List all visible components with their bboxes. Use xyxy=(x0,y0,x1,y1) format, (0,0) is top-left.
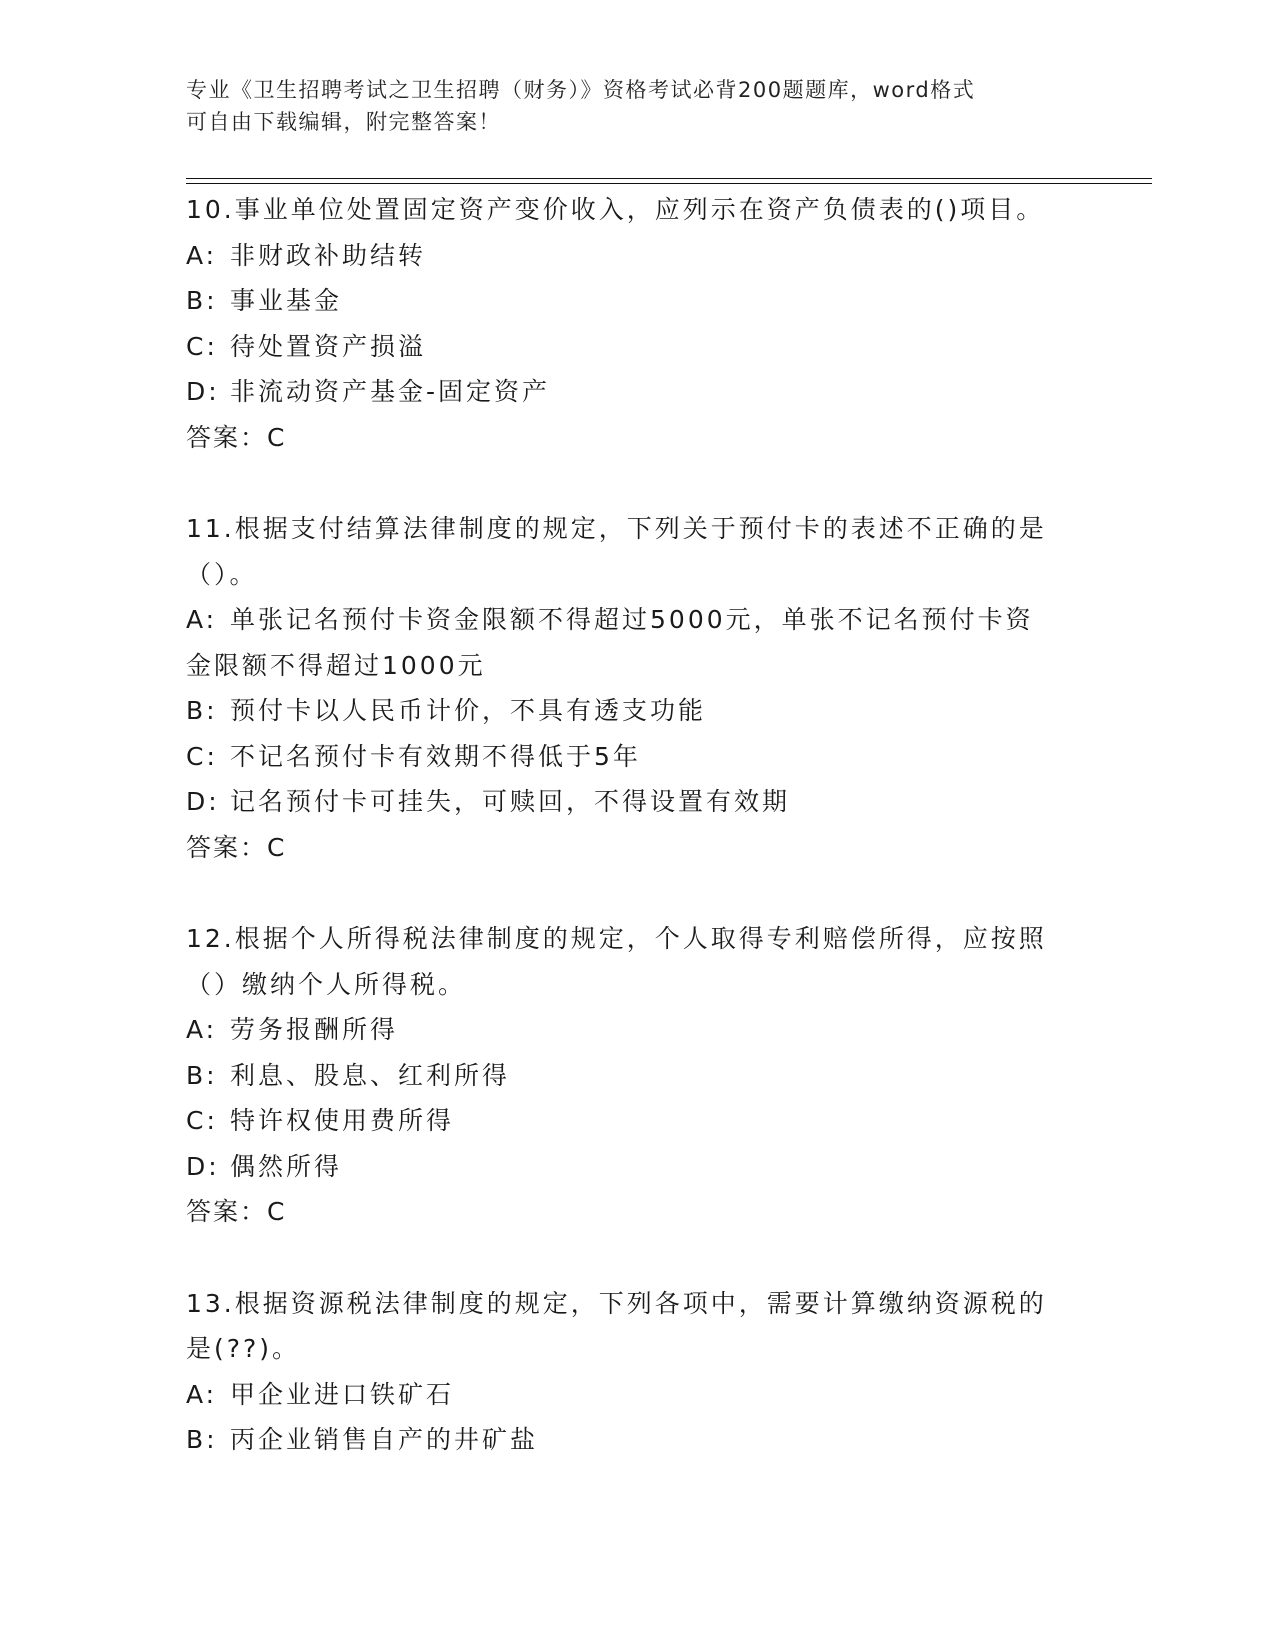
option-a-cont: 金限额不得超过1000元 xyxy=(186,650,486,680)
option-letter: A: xyxy=(186,240,218,270)
question-10 xyxy=(186,187,1086,460)
answer-line: 答案：C xyxy=(186,832,287,862)
option-b xyxy=(186,688,1086,734)
option-letter: C: xyxy=(186,331,218,361)
question-11 xyxy=(186,506,1086,870)
option-text: 事业基金 xyxy=(230,286,343,315)
option-letter: B: xyxy=(186,1425,218,1454)
option-text: 甲企业进口铁矿石 xyxy=(230,1379,455,1409)
option-letter: A: xyxy=(186,1015,218,1044)
option-b xyxy=(186,1417,1086,1463)
question-13 xyxy=(186,1281,1086,1463)
option-d xyxy=(186,1144,1086,1190)
document-header xyxy=(186,74,1086,138)
option-letter: B: xyxy=(186,696,218,725)
question-stem-cont: （）。 xyxy=(186,559,258,589)
question-stem: 11.根据支付结算法律制度的规定，下列关于预付卡的表述不正确的是 xyxy=(186,514,1047,543)
option-text: 待处置资产损溢 xyxy=(230,331,427,361)
option-letter: B: xyxy=(186,1060,218,1090)
option-a xyxy=(186,1372,1086,1418)
option-letter: D: xyxy=(186,787,220,816)
question-stem: 13.根据资源税法律制度的规定，下列各项中，需要计算缴纳资源税的 xyxy=(186,1288,1047,1318)
question-12 xyxy=(186,916,1086,1235)
option-a xyxy=(186,1007,1086,1053)
option-d xyxy=(186,369,1086,415)
option-text: 偶然所得 xyxy=(230,1151,343,1181)
option-c xyxy=(186,734,1086,780)
header-rule-bottom xyxy=(186,183,1152,184)
question-stem: 12.根据个人所得税法律制度的规定，个人取得专利赔偿所得，应按照 xyxy=(186,924,1047,953)
option-letter: B: xyxy=(186,286,218,315)
option-text: 特许权使用费所得 xyxy=(230,1106,455,1135)
option-c xyxy=(186,324,1086,370)
header-line-1: 专业《卫生招聘考试之卫生招聘（财务）》资格考试必背200题题库，word格式 xyxy=(186,78,976,102)
option-text: 劳务报酬所得 xyxy=(230,1015,399,1044)
answer-line: 答案：C xyxy=(186,1197,287,1226)
header-line-2: 可自由下载编辑，附完整答案！ xyxy=(186,110,501,134)
question-stem-cont: （）缴纳个人所得税。 xyxy=(186,969,467,999)
answer-line: 答案：C xyxy=(186,422,287,452)
option-text: 非流动资产基金-固定资产 xyxy=(230,377,551,406)
option-letter: D: xyxy=(186,1151,220,1181)
header-rule-top xyxy=(186,178,1152,179)
option-letter: D: xyxy=(186,377,220,406)
option-letter: A: xyxy=(186,605,218,634)
option-text: 单张记名预付卡资金限额不得超过5000元，单张不记名预付卡资 xyxy=(230,605,1034,634)
question-stem-cont: 是(??)。 xyxy=(186,1334,301,1363)
option-text: 记名预付卡可挂失，可赎回，不得设置有效期 xyxy=(230,787,791,816)
option-letter: C: xyxy=(186,1106,218,1135)
option-text: 预付卡以人民币计价，不具有透支功能 xyxy=(230,696,707,725)
option-text: 不记名预付卡有效期不得低于5年 xyxy=(230,741,641,771)
option-a xyxy=(186,233,1086,279)
option-text: 非财政补助结转 xyxy=(230,240,427,270)
question-stem: 10.事业单位处置固定资产变价收入，应列示在资产负债表的()项目。 xyxy=(186,195,1045,224)
option-letter: A: xyxy=(186,1379,218,1409)
option-a xyxy=(186,597,1086,643)
option-c xyxy=(186,1098,1086,1144)
question-list xyxy=(186,187,1086,1509)
option-d xyxy=(186,779,1086,825)
option-text: 利息、股息、红利所得 xyxy=(230,1060,511,1090)
option-letter: C: xyxy=(186,741,218,771)
option-b xyxy=(186,1053,1086,1099)
option-text: 丙企业销售自产的井矿盐 xyxy=(230,1425,539,1454)
option-b xyxy=(186,278,1086,324)
